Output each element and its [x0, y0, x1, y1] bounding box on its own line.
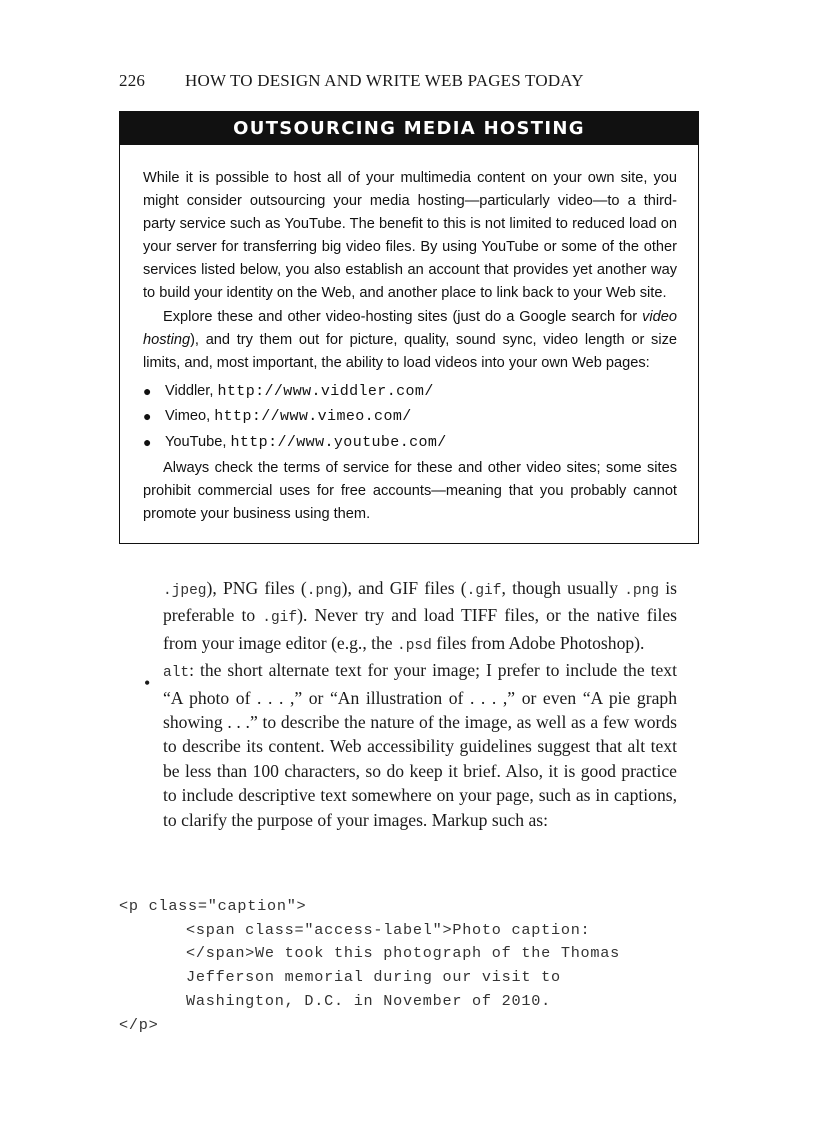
link-url[interactable]: http://www.viddler.com/ [217, 382, 434, 400]
code-line: Jefferson memorial during our visit to [186, 968, 561, 987]
main-text [163, 576, 677, 832]
alt-code: alt [163, 665, 190, 682]
link-url[interactable]: http://www.vimeo.com/ [214, 408, 412, 426]
sidebar-paragraph-2: Explore these and other video-hosting sites (just do a Google search for video hosting), and try them out for picture, quality, sound sync, video length or size limits, and, most important, the ability to load videos into your own Web pages: [143, 308, 677, 371]
bullet-icon: • [144, 673, 151, 693]
continued-paragraph: .jpeg), PNG files (.png), and GIF files (.gif, though usually .png is preferable to .gif). Never try and load TIFF files, or the native files from your image editor (e.g., the .psd files from Adobe Photoshop). [163, 578, 678, 654]
sidebar-emphasis: video hosting [143, 308, 677, 348]
list-item: ● Viddler, http://www.viddler.com/ [143, 379, 677, 404]
list-item: ● YouTube, http://www.youtube.com/ [143, 430, 677, 455]
bullet-icon: ● [143, 433, 152, 450]
sidebar-paragraph-3: Always check the terms of service for these and other video sites; some sites prohibit commercial uses for free accounts—meaning that you probably cannot promote your business using them. [143, 460, 677, 523]
code-line: <span class="access-label">Photo caption: [186, 920, 591, 939]
page-number: 226 [119, 71, 146, 90]
page-header [119, 71, 584, 91]
code-block [119, 895, 620, 1037]
sidebar-body [143, 167, 677, 526]
code-line: </span>We took this photograph of the Thomas [186, 944, 621, 963]
hosting-list [143, 379, 677, 455]
bullet-icon: ● [143, 382, 152, 399]
link-url[interactable]: http://www.youtube.com/ [230, 433, 447, 451]
list-item: ● Vimeo, http://www.vimeo.com/ [143, 404, 677, 429]
code-line: <p class="caption"> [119, 897, 307, 915]
sidebar-box [119, 111, 699, 544]
running-head: HOW TO DESIGN AND WRITE WEB PAGES TODAY [185, 71, 584, 90]
alt-paragraph: alt: the short alternate text for your image; I prefer to include the text “A photo of . . . ,” or “An illustration of . . . ,” or even “A pie graph showing . . .” to describe the nature of the image, as well as a few words to describe its content. Web accessibility guidelines suggest that alt text be less than 100 characters, so do keep it brief. Also, it is good practice to include descriptive text somewhere on your page, such as in captions, to clarify the purpose of your images. Markup such as: [163, 660, 677, 830]
code-line: </p> [119, 1015, 159, 1034]
bullet-icon: ● [143, 408, 152, 425]
sidebar-paragraph-1: While it is possible to host all of your multimedia content on your own site, you might consider outsourcing your media hosting—particularly video—to a third-party service such as YouTube. The benefit to this is not limited to reduced load on your server for transferring big video files. By using YouTube or some of the other services listed below, you also establish an account that provides yet another way to build your identity on the Web, and another place to link back to your Web site. [143, 170, 677, 302]
sidebar-title: OUTSOURCING MEDIA HOSTING [120, 112, 698, 145]
code-line: Washington, D.C. in November of 2010. [186, 991, 551, 1010]
